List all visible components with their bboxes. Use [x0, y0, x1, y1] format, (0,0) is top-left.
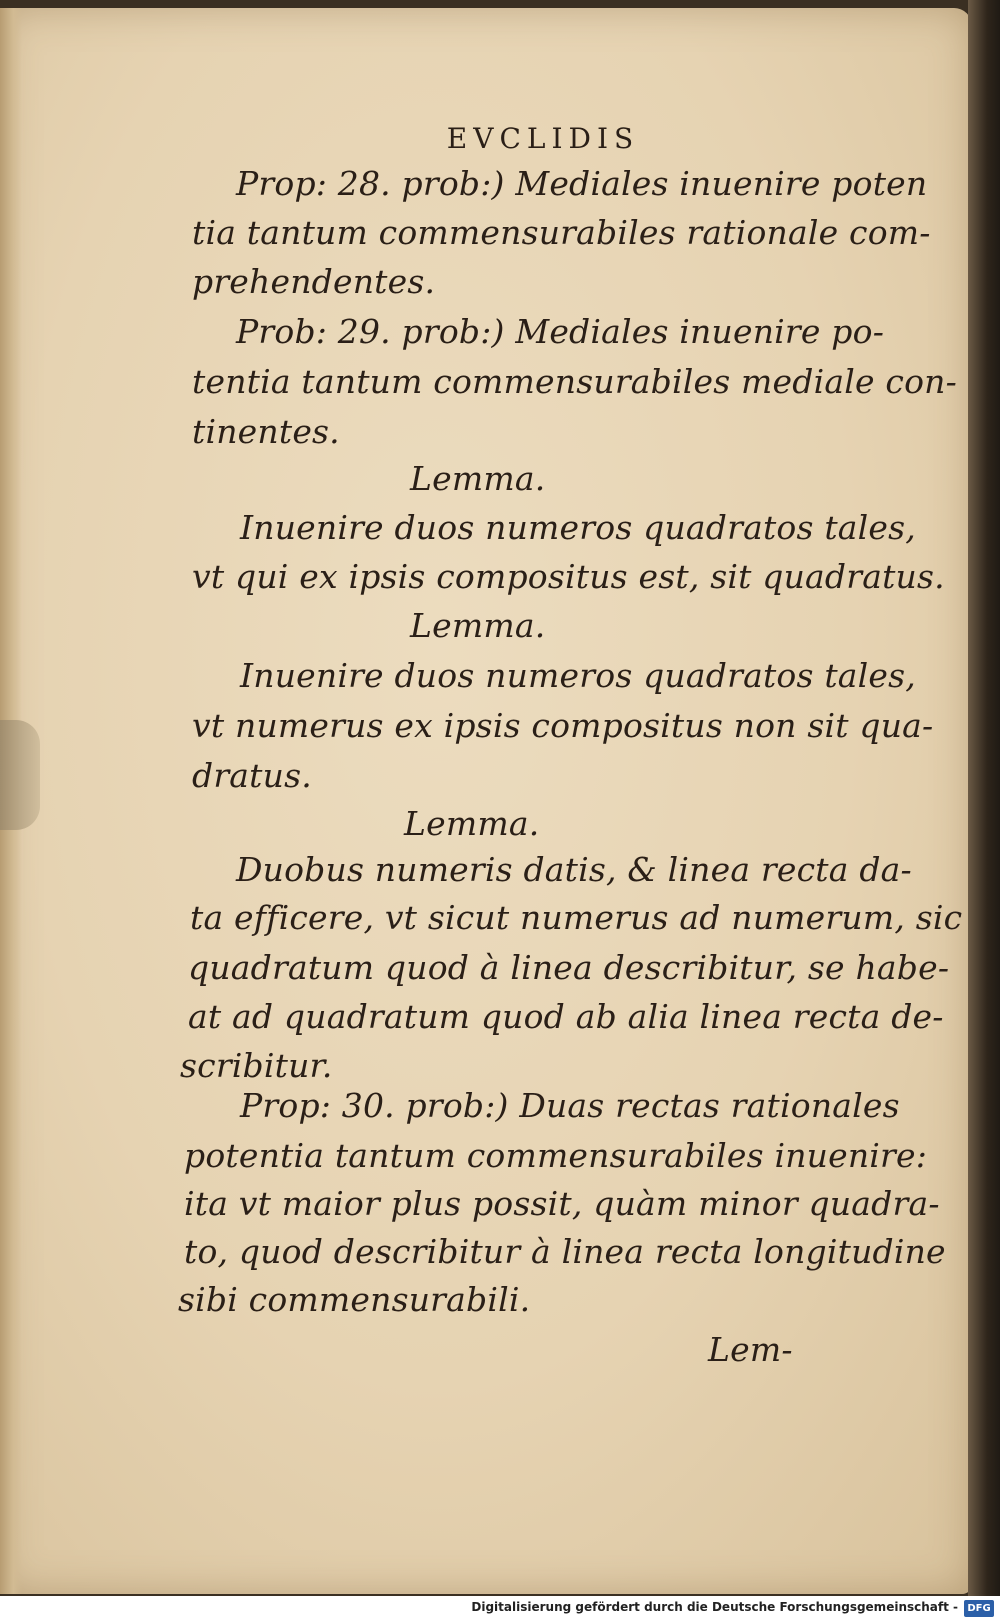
catchword: Lem- [708, 1330, 793, 1369]
text-line: prehendentes. [192, 262, 436, 301]
lemma-heading: Lemma. [410, 606, 546, 645]
text-line: vt qui ex ipsis compositus est, sit quadratus. [192, 557, 945, 596]
text-line: tentia tantum commensurabiles mediale con- [192, 362, 957, 401]
text-line: quadratum quod à linea describitur, se habe- [188, 948, 950, 987]
text-line: scribitur. [180, 1046, 333, 1085]
lemma-heading: Lemma. [410, 459, 546, 498]
text-line: Inuenire duos numeros quadratos tales, [240, 508, 916, 547]
dfg-logo-icon: DFG [964, 1600, 994, 1617]
funding-credit: Digitalisierung gefördert durch die Deutsche Forschungsgemeinschaft - [471, 1600, 958, 1614]
text-line: Prop: 30. prob:) Duas rectas rationales [240, 1086, 900, 1125]
text-line: to, quod describitur à linea recta longitudine [184, 1232, 946, 1271]
book-spine-edge [968, 0, 1000, 1596]
lemma-heading: Lemma. [404, 804, 540, 843]
text-line: at ad quadratum quod ab alia linea recta de- [188, 997, 944, 1036]
text-line: sibi commensurabili. [178, 1280, 531, 1319]
text-line: Duobus numeris datis, & linea recta da- [236, 850, 912, 889]
text-line: Inuenire duos numeros quadratos tales, [240, 656, 916, 695]
text-line: dratus. [192, 756, 312, 795]
footer-bar [0, 1596, 1000, 1623]
text-line: tinentes. [192, 412, 340, 451]
running-head: EVCLIDIS [446, 122, 640, 155]
text-line: tia tantum commensurabiles rationale com- [192, 213, 931, 252]
text-line: Prob: 29. prob:) Mediales inuenire po- [236, 312, 885, 351]
text-line: potentia tantum commensurabiles inuenire: [184, 1136, 928, 1175]
page-edge-tab [0, 720, 40, 830]
text-line: Prop: 28. prob:) Mediales inuenire poten [236, 164, 928, 203]
text-line: ita vt maior plus possit, quàm minor quadra- [184, 1184, 940, 1223]
text-line: ta efficere, vt sicut numerus ad numerum, sic [190, 898, 963, 937]
text-line: vt numerus ex ipsis compositus non sit qua- [192, 706, 934, 745]
